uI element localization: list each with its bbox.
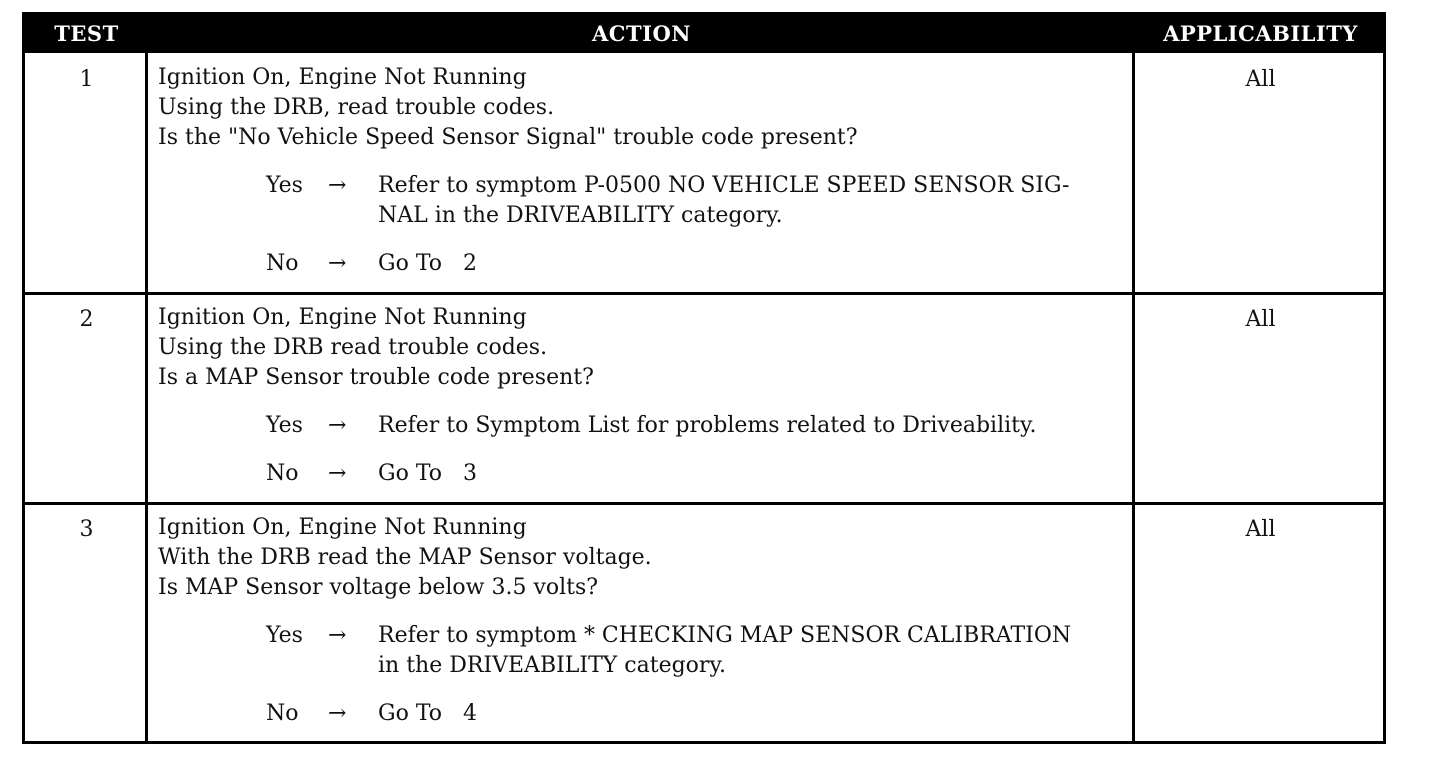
- header-test: TEST: [54, 21, 119, 46]
- yes-answer: [266, 621, 1133, 681]
- action-line: Using the DRB read trouble codes.: [158, 335, 548, 360]
- no-text: Go To 2: [378, 251, 477, 276]
- action-cell: [158, 303, 1133, 489]
- yes-label: Yes: [266, 173, 303, 198]
- action-cell: [158, 513, 1133, 729]
- no-answer: [266, 699, 1133, 729]
- no-label: No: [266, 701, 299, 726]
- no-text: Go To 3: [378, 461, 477, 486]
- arrow-icon: →: [328, 461, 347, 486]
- yes-text: NAL in the DRIVEABILITY category.: [378, 203, 783, 228]
- arrow-icon: →: [328, 173, 347, 198]
- no-answer: [266, 459, 1133, 489]
- applicability-value: All: [1245, 307, 1276, 332]
- no-label: No: [266, 461, 299, 486]
- arrow-icon: →: [328, 701, 347, 726]
- action-cell: [158, 63, 1133, 279]
- no-answer: [266, 249, 1133, 279]
- table-row: [25, 53, 1383, 292]
- header-applicability: APPLICABILITY: [1163, 21, 1358, 46]
- action-line: Is the "No Vehicle Speed Sensor Signal" trouble code present?: [158, 125, 858, 150]
- table-header: [25, 15, 1383, 53]
- table-row: [25, 295, 1383, 502]
- action-line: With the DRB read the MAP Sensor voltage.: [158, 545, 652, 570]
- arrow-icon: →: [328, 623, 347, 648]
- table-row: [25, 505, 1383, 741]
- arrow-icon: →: [328, 251, 347, 276]
- arrow-icon: →: [328, 413, 347, 438]
- yes-answer: [266, 411, 1133, 441]
- test-number: 1: [79, 67, 94, 92]
- yes-text: Refer to symptom P-0500 NO VEHICLE SPEED SENSOR SIG-: [378, 173, 1070, 198]
- action-line: Is MAP Sensor voltage below 3.5 volts?: [158, 575, 599, 600]
- action-line: Ignition On, Engine Not Running: [158, 515, 527, 540]
- test-number: 3: [79, 517, 94, 542]
- yes-text: in the DRIVEABILITY category.: [378, 653, 726, 678]
- yes-answer: [266, 171, 1133, 231]
- yes-label: Yes: [266, 623, 303, 648]
- action-line: Ignition On, Engine Not Running: [158, 305, 527, 330]
- action-line: Using the DRB, read trouble codes.: [158, 95, 555, 120]
- action-line: Ignition On, Engine Not Running: [158, 65, 527, 90]
- action-line: Is a MAP Sensor trouble code present?: [158, 365, 594, 390]
- applicability-value: All: [1245, 67, 1276, 92]
- yes-text: Refer to Symptom List for problems related to Driveability.: [378, 413, 1037, 438]
- yes-label: Yes: [266, 413, 303, 438]
- test-number: 2: [79, 307, 94, 332]
- header-action: ACTION: [592, 21, 691, 46]
- yes-text: Refer to symptom * CHECKING MAP SENSOR CALIBRATION: [378, 623, 1072, 648]
- diagnostic-table: [22, 12, 1386, 744]
- no-text: Go To 4: [378, 701, 477, 726]
- no-label: No: [266, 251, 299, 276]
- applicability-value: All: [1245, 517, 1276, 542]
